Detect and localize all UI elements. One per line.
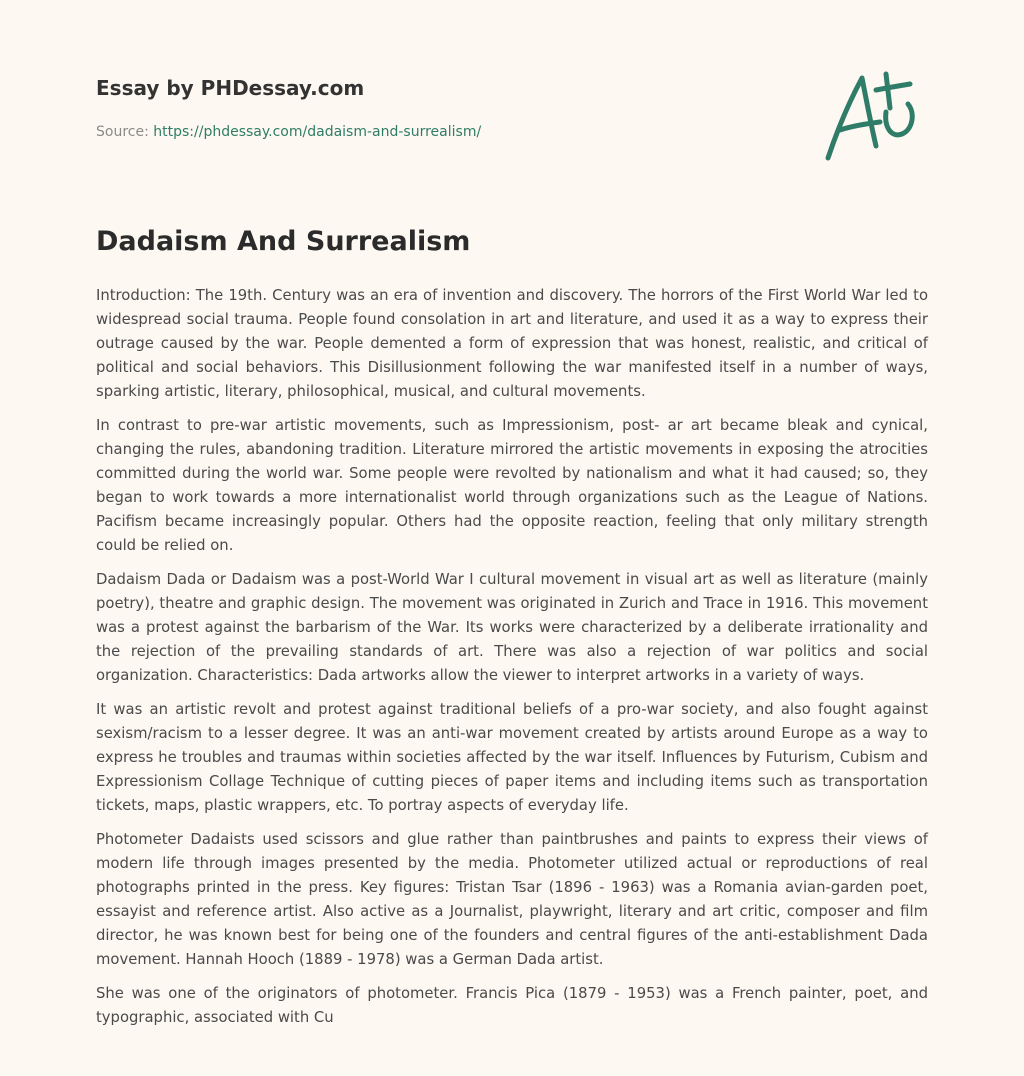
a-plus-logo-icon	[824, 68, 928, 164]
essay-title: Dadaism And Surrealism	[96, 226, 471, 257]
source-label: Source:	[96, 124, 149, 140]
essay-paragraph: It was an artistic revolt and protest against traditional beliefs of a pro-war society, and also fought against sexism/racism to a lesser degree. It was an anti-war movement created by artists around Europe as a way to express he troubles and traumas within societies affected by the war itself. Influences by Futurism, Cubism and Expressionism Collage Technique of cutting pieces of paper items and including items such as transportation tickets, maps, plastic wrappers, etc. To portray aspects of everyday life.	[96, 701, 928, 814]
source-line	[96, 124, 481, 140]
essay-body	[96, 284, 928, 1040]
site-title: Essay by PHDessay.com	[96, 76, 365, 100]
source-link[interactable]: https://phdessay.com/dadaism-and-surrealism/	[153, 124, 482, 140]
essay-paragraph: Dadaism Dada or Dadaism was a post-World War I cultural movement in visual art as well as literature (mainly poetry), theatre and graphic design. The movement was originated in Zurich and Trace in 1916. This movement was a protest against the barbarism of the War. Its works were characterized by a deliberate irrationality and the rejection of the prevailing standards of art. There was also a rejection of war politics and social organization. Characteristics: Dada artworks allow the viewer to interpret artworks in a variety of ways.	[96, 571, 928, 684]
essay-paragraph: Photometer Dadaists used scissors and glue rather than paintbrushes and paints to express their views of modern life through images presented by the media. Photometer utilized actual or reproductions of real photographs printed in the press. Key figures: Tristan Tsar (1896 - 1963) was a Romania avian-garden poet, essayist and reference artist. Also active as a Journalist, playwright, literary and art critic, composer and film director, he was known best for being one of the founders and central figures of the anti-establishment Dada movement. Hannah Hooch (1889 - 1978) was a German Dada artist.	[96, 831, 928, 968]
essay-paragraph: Introduction: The 19th. Century was an era of invention and discovery. The horrors of the First World War led to widespread social trauma. People found consolation in art and literature, and used it as a way to express their outrage caused by the war. People demented a form of expression that was honest, realistic, and critical of political and social behaviors. This Disillusionment following the war manifested itself in a number of ways, sparking artistic, literary, philosophical, musical, and cultural movements.	[96, 287, 928, 400]
essay-paragraph: She was one of the originators of photometer. Francis Pica (1879 - 1953) was a French painter, poet, and typographic, associated with Cu	[96, 985, 928, 1026]
essay-paragraph: In contrast to pre-war artistic movements, such as Impressionism, post- ar art became bleak and cynical, changing the rules, abandoning tradition. Literature mirrored the artistic movements in exposing the atrocities committed during the world war. Some people were revolted by nationalism and what it had caused; so, they began to work towards a more internationalist world through organizations such as the League of Nations. Pacifism became increasingly popular. Others had the opposite reaction, feeling that only military strength could be relied on.	[96, 417, 928, 554]
